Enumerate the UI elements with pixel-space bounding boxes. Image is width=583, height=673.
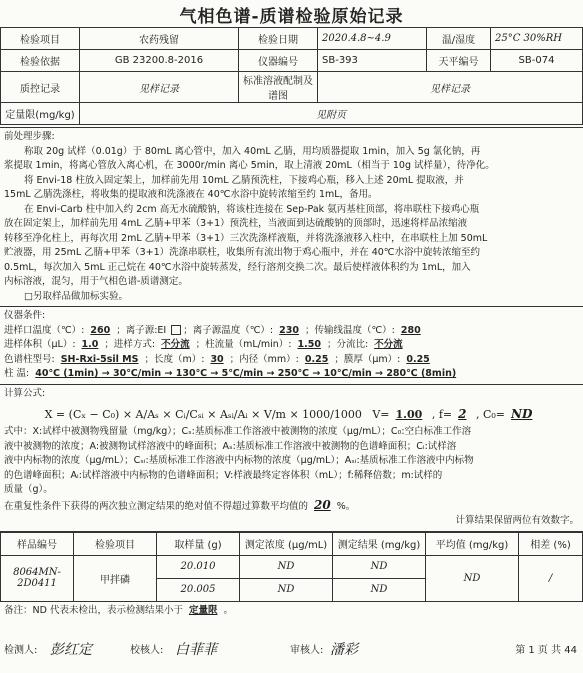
column: SH-Rxi-5sil MS (60, 353, 139, 365)
inj-vol: 1.0 (81, 339, 99, 350)
formula: X = (Cₓ − C₀) × A/Aₛ × Cᵢ/Cₛᵢ × Aₛᵢ/Aᵢ × V/m × 1000/1000 V= 1.00 , f= 2 , C₀= ND (4, 407, 579, 421)
split: 不分流 (374, 339, 403, 350)
sample-id: 8064MN-2D0411 (1, 555, 74, 601)
calc-heading: 计算公式: (4, 387, 46, 399)
checkbox-icon (171, 325, 181, 335)
result: ND (333, 555, 426, 578)
repeat-text: 在重复性条件下获得的两次独立测定结果的绝对值不得超过算数平均值的 (4, 500, 309, 512)
label-basis: 检验依据 (1, 50, 80, 72)
col-length: 30 (210, 353, 224, 365)
results-table (0, 532, 583, 602)
tester-signature: 彭红定 (50, 642, 92, 658)
col-header: 平均值 (mg/kg) (426, 532, 519, 555)
instrument-program: 柱 温: 40℃ (1min) → 30℃/min → 130℃ → 5℃/min → 250℃ → 10℃/min → 280℃ (8min) (4, 367, 579, 382)
calc-note: 质量（g）。 (4, 484, 53, 495)
page-number: 第 1 页 共 44 (515, 645, 577, 656)
label-item: 检验项目 (1, 28, 80, 50)
result: ND (333, 578, 426, 601)
preprocess-line: 放在固定架上，加样前先用 4mL 乙腈+甲苯（3+1）预洗柱，当液面到达硫酸钠的顶部时，迅速将样品浓缩液 (4, 218, 468, 229)
preprocess-line: 浆提取 1min，将离心管放入离心机，在 3000r/min 离心 5min，取上清液 20mL（相当于 10g 试样量），待净化。 (4, 160, 495, 171)
inj-mode: 不分流 (161, 339, 190, 350)
conc: ND (240, 555, 333, 578)
mass: 20.005 (157, 578, 240, 601)
col-header: 测定浓度 (μg/mL) (240, 532, 333, 555)
remark-value: 定量限 (188, 604, 218, 616)
preprocess-line: 将 Envi-18 柱放入固定架上，加样前先用 10mL 乙腈预洗柱，下接鸡心瓶，移入上述 20mL 提取液，并 (24, 174, 464, 186)
difference: / (519, 555, 583, 601)
instrument-temps: 进样口温度（℃）: 260 ；离子源:EI ；离子源温度（℃）: 230 ；传输线温度（℃）: 280 (4, 324, 579, 339)
value-balance: SB-074 (491, 50, 583, 72)
value-date: 2020.4.8~4.9 (318, 28, 427, 50)
table-row (1, 555, 583, 578)
preprocess-line: □另取样品做加标实验。 (24, 290, 128, 302)
col-id: 0.25 (304, 353, 329, 365)
test-item: 甲拌磷 (74, 555, 157, 601)
repeat-value: 20 (314, 497, 331, 512)
preprocess-line: 内标溶液，混匀，用于气相色谱-质谱测定。 (4, 276, 188, 287)
calc-note: 的色谱峰面积；Aᵢ:试样溶液中内标物的色谱峰面积；V:样液最终定容体积（mL）；f:稀释倍数；m:试样的 (4, 469, 443, 481)
preprocess-line: 在 Envi-Carb 柱中加入约 2cm 高无水硫酸钠，将该柱连接在 Sep-Pak 氨丙基柱顶部，将串联柱下接鸡心瓶 (24, 203, 480, 215)
ion-source-temp: 230 (279, 324, 299, 336)
inlet-temp: 260 (90, 324, 111, 336)
checker-label: 校核人: (130, 645, 164, 656)
flow: 1.50 (297, 339, 321, 350)
col-header: 检验项目 (74, 532, 157, 555)
calc-note: 式中：X:试样中被测物残留量（mg/kg）；Cₛ:基质标准工作溶液中被测物的浓度（μg/mL）；C₀:空白标准工作溶 (4, 426, 472, 437)
preprocess-line: 15mL 乙腈洗涤柱，将收集的提取液和洗涤液在 40℃水浴中旋转浓缩至约 1mL，备用。 (4, 189, 378, 200)
label-qc: 质控记录 (1, 72, 80, 103)
label-date: 检验日期 (239, 28, 318, 50)
preprocess-section (0, 128, 583, 307)
remark: 备注：ND 代表未检出，表示检测结果小于 定量限 。 (4, 604, 233, 616)
conc: ND (240, 578, 333, 601)
value-loq: 见附页 (80, 103, 583, 125)
calc-section (0, 385, 583, 532)
value-standard: 见样记录 (318, 72, 583, 103)
label-loq: 定量限(mg/kg) (1, 103, 80, 125)
v-value: 1.00 (395, 408, 423, 421)
label-balance: 天平编号 (427, 50, 491, 72)
results-header-row (1, 532, 583, 555)
value-basis: GB 23200.8-2016 (80, 50, 239, 72)
label-instrument: 仪器编号 (239, 50, 318, 72)
preprocess-line: 转移至净化柱上，再每次用 2mL 乙腈+甲苯（3+1）三次洗涤样液瓶，并将洗涤液移入柱中，在串联柱上加 50mL (4, 232, 488, 244)
label-temp: 温/湿度 (427, 28, 491, 50)
tester-label: 检测人: (4, 645, 38, 656)
col-header: 取样量 (g) (157, 532, 240, 555)
value-qc: 见样记录 (80, 72, 239, 103)
value-item: 农药残留 (80, 28, 239, 50)
preprocess-line: 称取 20g 试样（0.01g）于 80mL 离心管中，加入 40mL 乙腈，用均质器提取 1min，加入 5g 氯化钠，再 (24, 145, 481, 157)
instrument-section (0, 307, 583, 385)
preprocess-line: 0.5mL，每次加入 5mL 正己烷在 40℃水浴中旋转蒸发，经行溶剂交换二次。最后使样液体积约为 1mL，加入 (4, 261, 471, 273)
instrument-injection: 进样体积（μL）: 1.0 ；进样方式: 不分流 ；柱流量（mL/min）: 1.50 ；分流比: 不分流 (4, 338, 579, 353)
remark-text: 备注：ND 代表未检出，表示检测结果小于 (4, 604, 183, 616)
label-standard: 标准溶液配制及谱图 (239, 72, 318, 103)
col-film: 0.25 (406, 353, 430, 365)
header-table (0, 27, 583, 125)
page-title: 气相色谱-质谱检验原始记录 (179, 7, 404, 27)
calc-note: 液中内标物的浓度（μg/mL）；Cₛᵢ:基质标准工作溶液中内标物的浓度（μg/mL）；Aₛᵢ:基质标准工作溶液中内标物 (4, 455, 474, 466)
f-value: 2 (458, 407, 467, 421)
instrument-column: 色谱柱型号: SH-Rxi-5sil MS ；长度（m）: 30 ；内径（mm）: 0.25 ；膜厚（μm）: 0.25 (4, 353, 579, 368)
formula-text: X = (Cₓ − C₀) × A/Aₛ × Cᵢ/Cₛᵢ × Aₛᵢ/Aᵢ × V/m × 1000/1000 (44, 408, 362, 421)
average: ND (426, 555, 519, 601)
checker-signature: 白菲菲 (175, 642, 217, 658)
value-temp: 25°C 30%RH (491, 28, 583, 50)
temp-program: 40℃ (1min) → 30℃/min → 130℃ → 5℃/min → 250℃ → 10℃/min → 280℃ (8min) (35, 368, 457, 379)
record-body (0, 127, 583, 620)
precision-note: 计算结果保留两位有效数字。 (455, 515, 579, 526)
instrument-heading: 仪器条件: (4, 310, 46, 321)
calc-note: 液中被测物的浓度；A:被测物试样溶液中的峰面积；Aₛ:基质标准工作溶液中被测物的色谱峰面积；Cᵢ:试样溶 (4, 440, 457, 452)
col-header: 测定结果 (mg/kg) (333, 532, 426, 555)
repeatability: 在重复性条件下获得的两次独立测定结果的绝对值不得超过算数平均值的 20 %。 (4, 497, 356, 512)
preprocess-line: 贮液器，用 25mL 乙腈+甲苯（3+1）洗涤串联柱，收集所有流出物于鸡心瓶中，并在 40℃水浴中旋转浓缩至约 (4, 247, 480, 258)
mass: 20.010 (157, 555, 240, 578)
value-instrument: SB-393 (318, 50, 427, 72)
transfer-temp: 280 (400, 324, 421, 336)
signature-footer (0, 627, 583, 667)
col-header: 样品编号 (1, 532, 74, 555)
c0-value: ND (511, 407, 533, 421)
reviewer-label: 审核人: (290, 645, 324, 656)
reviewer-signature: 潘彩 (330, 642, 358, 658)
col-header: 相差 (%) (519, 532, 583, 555)
preprocess-heading: 前处理步骤: (4, 131, 55, 142)
